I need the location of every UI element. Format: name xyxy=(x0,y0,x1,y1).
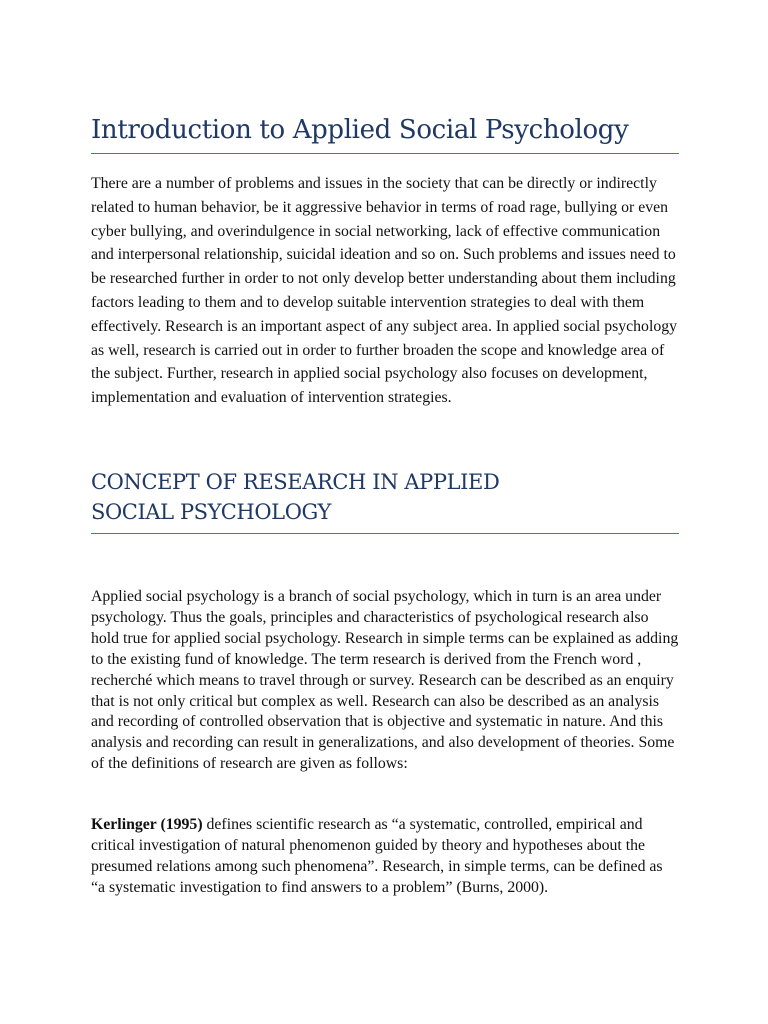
section-heading-underline xyxy=(91,533,679,534)
concept-paragraph: Applied social psychology is a branch of social psychology, which in turn is an area under psychology. Thus the goals, principles and characteristics of psychological research also hold true for applied social psychology. Research in simple terms can be explained as adding to the existing fund of knowledge. The term research is derived from the French word , recherché which means to travel through or survey. Research can be described as an enquiry that is not only critical but complex as well. Research can also be described as an analysis and recording of controlled observation that is objective and systematic in nature. And this analysis and recording can result in generalizations, and also development of theories. Some of the definitions of research are given as follows: xyxy=(91,588,679,773)
section-heading-line-2: SOCIAL PSYCHOLOGY xyxy=(91,500,331,524)
kerlinger-text: defines scientific research as “a systematic, controlled, empirical and critical investigation of natural phenomenon guided by theory and hypotheses about the presumed relations among such phenomena”. Research, in simple terms, can be defined as “a systematic investigation to find answers to a problem” (Burns, 2000). xyxy=(91,816,663,896)
section-heading-line-1: CONCEPT OF RESEARCH IN APPLIED xyxy=(91,470,500,494)
kerlinger-citation: Kerlinger (1995) xyxy=(91,816,203,833)
section-heading xyxy=(91,467,591,527)
kerlinger-paragraph xyxy=(91,815,679,899)
intro-paragraph: There are a number of problems and issues in the society that can be directly or indirectly related to human behavior, be it aggressive behavior in terms of road rage, bullying or even cyber bullying, and overindulgence in social networking, lack of effective communication and interpersonal relationship, suicidal ideation and so on. Such problems and issues need to be researched further in order to not only develop better understanding about them including factors leading to them and to develop suitable intervention strategies to deal with them effectively. Research is an important aspect of any subject area. In applied social psychology as well, research is carried out in order to further broaden the scope and knowledge area of the subject. Further, research in applied social psychology also focuses on development, implementation and evaluation of intervention strategies. xyxy=(91,175,678,407)
page-title: Introduction to Applied Social Psychology xyxy=(91,115,629,145)
title-underline xyxy=(91,153,679,154)
